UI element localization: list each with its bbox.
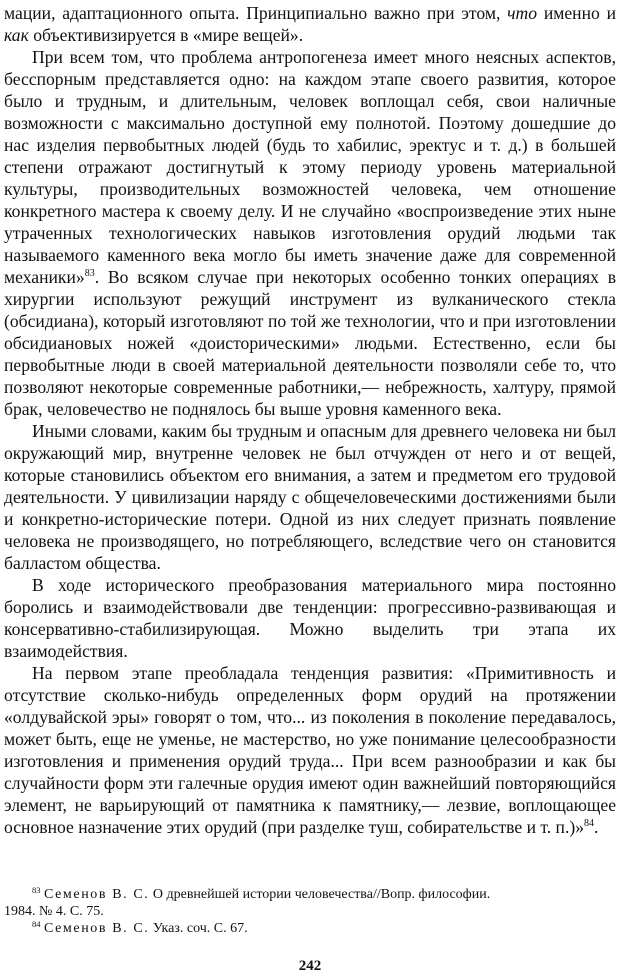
footnote-83-mark: 83 <box>32 885 41 895</box>
footnote-83-text: О древнейшей истории человечества//Вопр. философии. <box>149 887 491 902</box>
text-run: . Во всяком случае при некоторых особенно тонких операциях в хирургии используют режущий инструмент из вулканического стекла (обсидиана), который изготовляют по той же технологии, что и при изготовлении обсидиановых ножей «доисторическими» людьми. Естественно, если бы первобытные люди в своей материальной деятельности позволяли себе то, что позволяют некоторые современные работники,— небрежность, халтуру, прямой брак, человечество не поднялось бы выше уровня каменного века. <box>4 267 616 419</box>
text-run: При всем том, что проблема антропогенеза имеет много неясных аспектов, бесспорным представляется одно: на каждом этапе своего развития, которое было и трудным, и длительным, человек воплощал себя, свои наличные возможности с максимально доступной ему полнотой. Поэтому дошедшие до нас изделия первобытных людей (будь то хабилис, эректус и т. д.) в большей степени отражают достигнутый к этому периоду уровень материальной культуры, производительных возможностей человека, чем отношение конкретного мастера к своему делу. И не случайно «воспроизведение этих ныне утраченных технологических навыков изготовления орудий людьми так называемого каменного века могло бы иметь значение даже для современной механики» <box>4 47 616 287</box>
footnote-84-mark: 84 <box>32 919 41 929</box>
footnote-84 <box>4 920 616 937</box>
footnotes <box>4 886 616 937</box>
text-run: именно и <box>537 3 616 23</box>
page-number: 242 <box>298 958 322 974</box>
footnote-83 <box>4 886 616 903</box>
text-run: объективизируется в «мире вещей». <box>28 25 304 45</box>
footnote-84-text: Указ. соч. С. 67. <box>149 921 248 936</box>
footnote-ref-84: 84 <box>584 818 595 829</box>
paragraph-1 <box>4 2 616 46</box>
footnote-ref-83: 83 <box>84 268 95 279</box>
paragraph-5 <box>4 662 616 838</box>
text-run: В ходе исторического преобразования материального мира постоянно боролись и взаимодействовали две тенденции: прогрессивно-развивающая и консервативно-стабилизирующая. Можно выделить три этапа их взаимодействия. <box>4 575 616 661</box>
paragraph-3 <box>4 420 616 574</box>
main-text <box>4 2 616 838</box>
footnote-83-author: Семенов В. С. <box>44 887 150 902</box>
text-run: Иными словами, каким бы трудным и опасным для древнего человека ни был окружающий мир, внутренне человек не был отчужден от него и от вещей, которые становились объектом его внимания, а затем и предметом его трудовой деятельности. У цивилизации наряду с общечеловеческими достижениями были и конкретно-исторические потери. Одной из них следует признать появление человека не производящего, но потребляющего, вследствие чего он становится балластом общества. <box>4 421 616 573</box>
paragraph-2 <box>4 46 616 420</box>
emphasis: как <box>4 25 29 45</box>
footnote-84-author: Семенов В. С. <box>44 921 150 936</box>
footnote-83-continuation: 1984. № 4. С. 75. <box>4 904 104 919</box>
text-run: . <box>594 817 599 837</box>
emphasis: что <box>507 3 538 23</box>
paragraph-4 <box>4 574 616 662</box>
text-run: мации, адаптационного опыта. Принципиально важно при этом, <box>4 3 508 23</box>
text-run: На первом этапе преобладала тенденция развития: «Примитивность и отсутствие сколько-нибудь определенных форм орудий на протяжении «олдувайской эры» говорят о том, что... из поколения в поколение передавалось, может быть, еще не уменье, не мастерство, но уже понимание целесообразности изготовления и применения орудий труда... При всем разнообразии и как бы случайности форм эти галечные орудия имеют один важнейший повторяющийся элемент, не варьирующий от памятника к памятнику,— лезвие, воплощающее основное назначение этих орудий (при разделке туш, собирательстве и т. п.)» <box>4 663 616 837</box>
